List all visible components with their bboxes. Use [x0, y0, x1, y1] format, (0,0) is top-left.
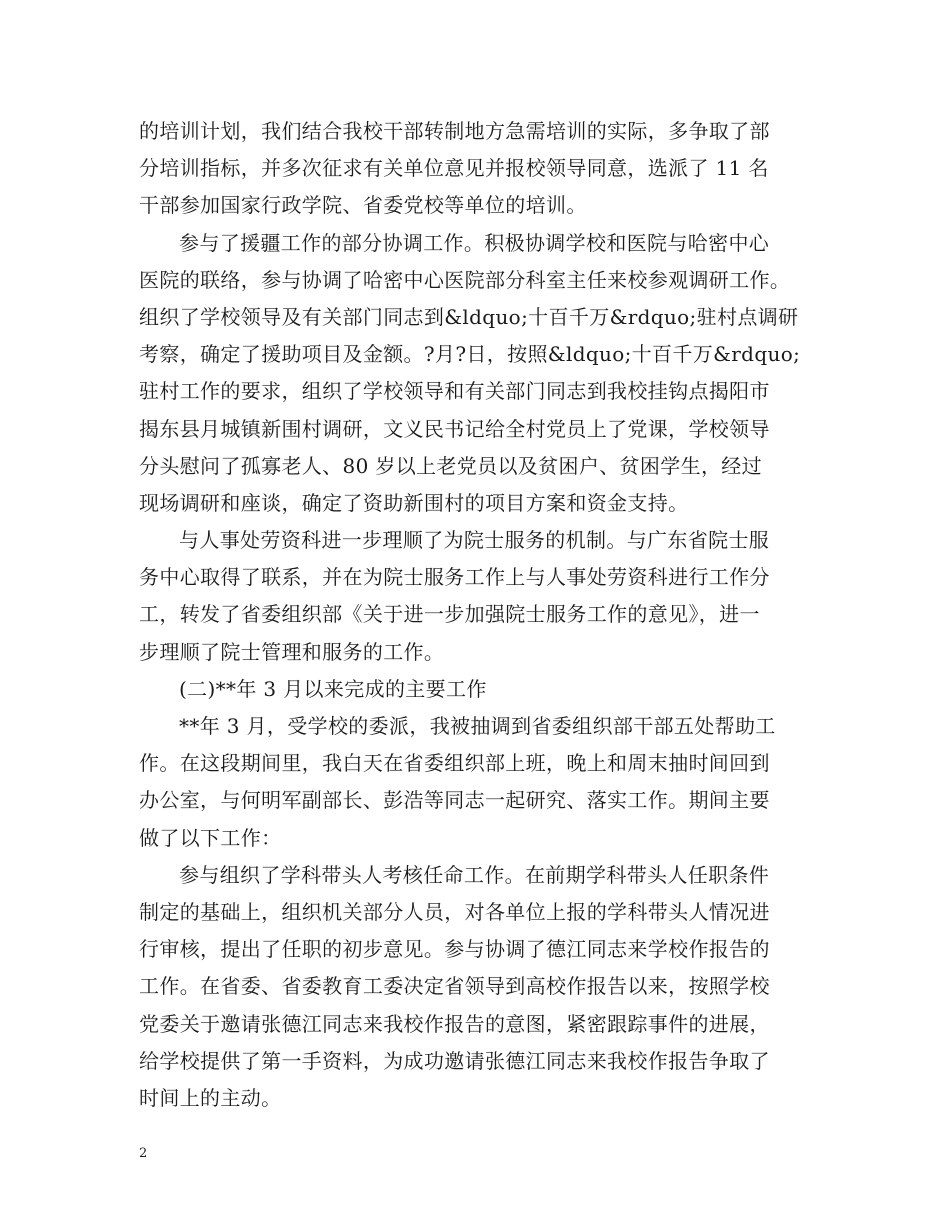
text-line: 组织了学校领导及有关部门同志到&ldquo;十百千万&rdquo;驻村点调研 — [139, 304, 799, 329]
text-line: 工作。在省委、省委教育工委决定省领导到高校作报告以来，按照学校 — [139, 974, 770, 999]
text-line: 揭东县月城镇新围村调研，文义民书记给全村党员上了党课，学校领导 — [139, 416, 770, 441]
text-line: 行审核，提出了任职的初步意见。参与协调了德江同志来学校作报告的 — [139, 937, 770, 962]
text-line: 办公室，与何明军副部长、彭浩等同志一起研究、落实工作。期间主要 — [139, 788, 770, 813]
paragraph-first-line: 与人事处劳资科进一步理顺了为院士服务的机制。与广东省院士服 — [179, 528, 770, 553]
text-line: 干部参加国家行政学院、省委党校等单位的培训。 — [139, 193, 587, 218]
document-body — [139, 113, 819, 1117]
text-line: 务中心取得了联系，并在为院士服务工作上与人事处劳资科进行工作分 — [139, 565, 770, 590]
text-line: 步理顺了院士管理和服务的工作。 — [139, 639, 445, 664]
page-number: 2 — [139, 1146, 148, 1161]
section-heading: (二)**年 3 月以来完成的主要工作 — [179, 676, 487, 701]
text-line: 制定的基础上，组织机关部分人员，对各单位上报的学科带头人情况进 — [139, 899, 770, 924]
text-line: 工，转发了省委组织部《关于进一步加强院士服务工作的意见》，进一 — [139, 602, 760, 627]
text-line: 给学校提供了第一手资料，为成功邀请张德江同志来我校作报告争取了 — [139, 1048, 770, 1073]
text-line: 做了以下工作： — [139, 825, 282, 850]
text-line: 的培训计划，我们结合我校干部转制地方急需培训的实际，多争取了部 — [139, 119, 770, 143]
text-line: 分头慰问了孤寡老人、80 岁以上老党员以及贫困户、贫困学生，经过 — [139, 453, 763, 478]
text-line: 考察，确定了援助项目及金额。?月?日，按照&ldquo;十百千万&rdquo; — [139, 342, 801, 367]
paragraph-first-line: 参与了援疆工作的部分协调工作。积极协调学校和医院与哈密中心 — [179, 230, 770, 255]
text-line: 时间上的主动。 — [139, 1085, 282, 1110]
text-line: 作。在这段期间里，我白天在省委组织部上班，晚上和周末抽时间回到 — [139, 751, 770, 776]
paragraph-first-line: **年 3 月，受学校的委派，我被抽调到省委组织部干部五处帮助工 — [179, 714, 776, 738]
text-line: 党委关于邀请张德江同志来我校作报告的意图，紧密跟踪事件的进展， — [139, 1011, 770, 1036]
text-line: 驻村工作的要求，组织了学校领导和有关部门同志到我校挂钩点揭阳市 — [139, 379, 770, 404]
text-line: 医院的联络，参与协调了哈密中心医院部分科室主任来校参观调研工作。 — [139, 267, 791, 292]
paragraph-first-line: 参与组织了学科带头人考核任命工作。在前期学科带头人任职条件 — [179, 862, 770, 887]
text-line: 分培训指标，并多次征求有关单位意见并报校领导同意，选派了 11 名 — [139, 156, 769, 181]
text-line: 现场调研和座谈，确定了资助新围村的项目方案和资金支持。 — [139, 490, 689, 515]
